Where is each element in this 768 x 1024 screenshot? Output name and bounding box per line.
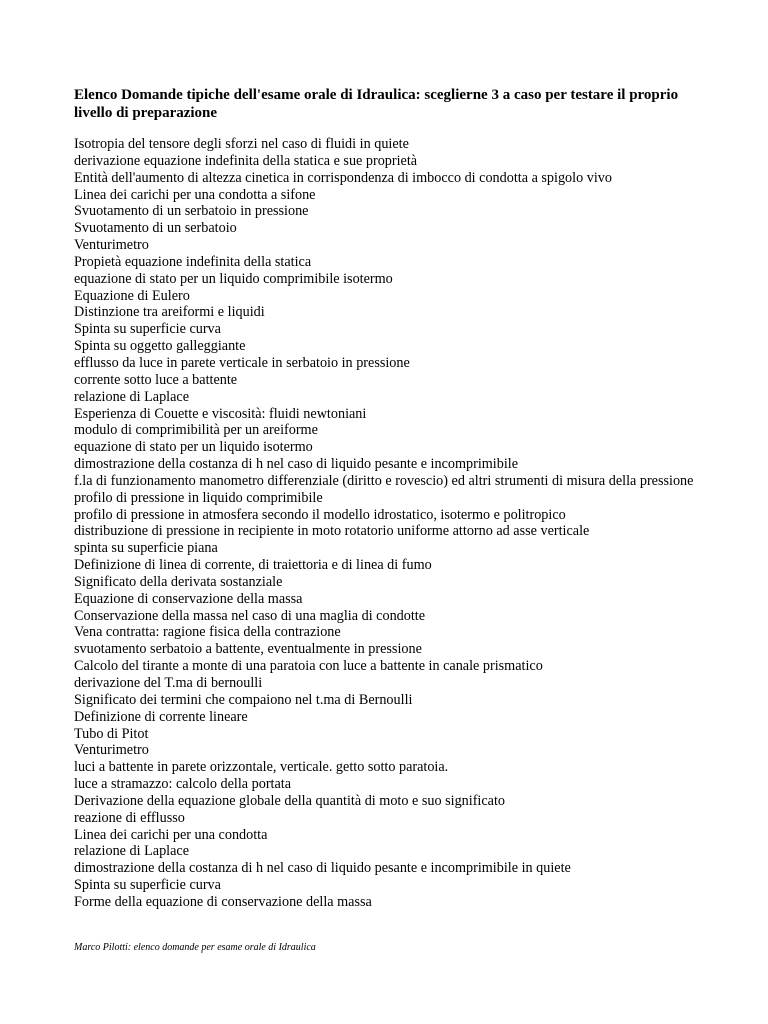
question-item: svuotamento serbatoio a battente, eventualmente in pressione <box>74 641 422 658</box>
question-item: Forme della equazione di conservazione della massa <box>74 893 372 910</box>
question-item: dimostrazione della costanza di h nel caso di liquido pesante e incomprimibile <box>74 456 519 473</box>
question-item: Derivazione della equazione globale della quantità di moto e suo significato <box>74 792 505 809</box>
question-item: luce a stramazzo: calcolo della portata <box>74 776 292 793</box>
question-item: Spinta su oggetto galleggiante <box>74 338 246 355</box>
question-item: relazione di Laplace <box>74 388 190 405</box>
question-item: luci a battente in parete orizzontale, verticale. getto sotto paratoia. <box>74 759 449 776</box>
question-item: Definizione di linea di corrente, di traiettoria e di linea di fumo <box>74 557 432 574</box>
question-item: relazione di Laplace <box>74 843 190 860</box>
question-item: dimostrazione della costanza di h nel caso di liquido pesante e incomprimibile in quiete <box>74 860 571 877</box>
question-list <box>74 136 724 911</box>
question-item: Venturimetro <box>74 742 149 759</box>
question-item: f.la di funzionamento manometro differenziale (diritto e rovescio) ed altri strumenti di misura della pressione <box>74 472 694 489</box>
question-item: corrente sotto luce a battente <box>74 371 238 388</box>
question-item: Equazione di conservazione della massa <box>74 590 303 607</box>
question-item: Linea dei carichi per una condotta a sifone <box>74 186 316 203</box>
question-item: profilo di pressione in liquido comprimibile <box>74 489 323 506</box>
question-item: Spinta su superficie curva <box>74 321 221 338</box>
question-item: spinta su superficie piana <box>74 540 218 557</box>
question-item: Esperienza di Couette e viscosità: fluidi newtoniani <box>74 405 367 422</box>
question-item: Venturimetro <box>74 237 149 254</box>
question-item: Equazione di Eulero <box>74 287 190 304</box>
question-item: Propietà equazione indefinita della statica <box>74 253 312 270</box>
question-item: Distinzione tra areiformi e liquidi <box>74 304 265 321</box>
question-item: Significato della derivata sostanziale <box>74 573 283 590</box>
question-item: equazione di stato per un liquido comprimibile isotermo <box>74 270 393 287</box>
page-footer: Marco Pilotti: elenco domande per esame orale di Idraulica <box>74 942 316 953</box>
question-item: modulo di comprimibilità per un areiforme <box>74 422 318 439</box>
document-title: Elenco Domande tipiche dell'esame orale di Idraulica: sceglierne 3 a caso per testare il proprio livello di preparazione <box>74 87 679 121</box>
question-item: Svuotamento di un serbatoio in pressione <box>74 203 309 220</box>
question-item: derivazione equazione indefinita della statica e sue proprietà <box>74 152 418 169</box>
question-item: Vena contratta: ragione fisica della contrazione <box>74 624 341 641</box>
question-item: Significato dei termini che compaiono nel t.ma di Bernoulli <box>74 691 413 708</box>
question-item: Spinta su superficie curva <box>74 877 221 894</box>
question-item: reazione di efflusso <box>74 809 185 826</box>
question-item: Conservazione della massa nel caso di una maglia di condotte <box>74 607 426 624</box>
question-item: Svuotamento di un serbatoio <box>74 220 237 237</box>
question-item: Definizione di corrente lineare <box>74 708 248 725</box>
question-item: Tubo di Pitot <box>74 725 149 742</box>
question-item: derivazione del T.ma di bernoulli <box>74 675 263 691</box>
question-item: efflusso da luce in parete verticale in serbatoio in pressione <box>74 354 410 371</box>
question-item: Calcolo del tirante a monte di una paratoia con luce a battente in canale prismatico <box>74 658 543 675</box>
question-item: distribuzione di pressione in recipiente in moto rotatorio uniforme attorno ad asse verticale <box>74 523 590 540</box>
question-item: Isotropia del tensore degli sforzi nel caso di fluidi in quiete <box>74 136 409 152</box>
question-item: profilo di pressione in atmosfera secondo il modello idrostatico, isotermo e politropico <box>74 506 566 523</box>
question-item: Linea dei carichi per una condotta <box>74 826 268 843</box>
question-item: equazione di stato per un liquido isotermo <box>74 439 313 456</box>
question-item: Entità dell'aumento di altezza cinetica in corrispondenza di imbocco di condotta a spigolo vivo <box>74 169 612 186</box>
